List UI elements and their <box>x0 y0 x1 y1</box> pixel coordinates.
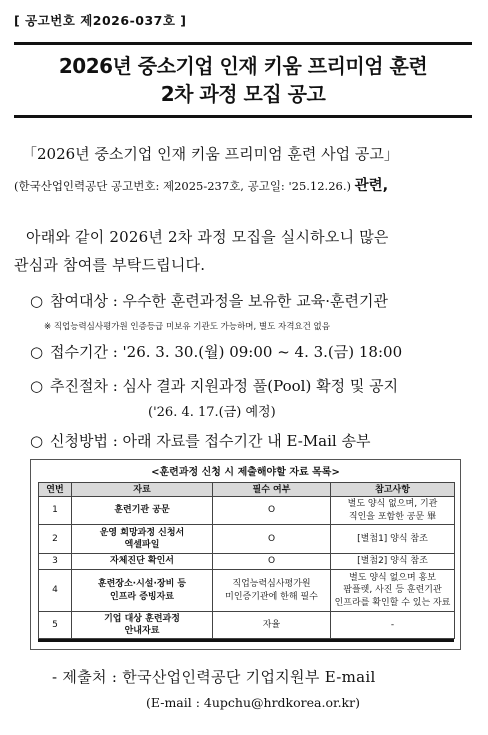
bullet-circle: ○ <box>30 343 44 361</box>
item-period <box>30 341 402 362</box>
cell-document: 자체진단 확인서 <box>72 554 213 570</box>
item-target-text: 참여대상 : 우수한 훈련과정을 보유한 교육·훈련기관 <box>50 292 388 310</box>
item-procedure <box>30 375 398 396</box>
reference-suffix: 관련, <box>354 178 389 194</box>
table-row <box>39 525 455 554</box>
document-list-box <box>30 459 461 650</box>
cell-required: 직업능력심사평가원 미인증기관에 한해 필수 <box>213 570 331 612</box>
item-target-note: ※ 직업능력심사평가원 인증등급 미보유 기관도 가능하며, 별도 자격요건 없음 <box>44 322 330 332</box>
header-required: 필수 여부 <box>213 483 331 497</box>
cell-document: 훈련기관 공문 <box>72 497 213 525</box>
notice-number: [ 공고번호 제2026-037호 ] <box>14 13 187 28</box>
cell-no: 2 <box>39 525 72 554</box>
table-row <box>39 570 455 612</box>
reference-detail-text: (한국산업인력공단 공고번호: 제2025-237호, 공고일: '25.12.26.) <box>14 179 351 193</box>
document-list-table <box>38 482 455 639</box>
submit-to: - 제출처 : 한국산업인력공단 기업지원부 E-mail <box>52 668 376 686</box>
cell-document: 훈련장소·시설·장비 등 인프라 증빙자료 <box>72 570 213 612</box>
table-header-row <box>39 483 455 497</box>
cell-reference: - <box>331 612 455 639</box>
cell-reference: 별도 양식 없으며, 기관 직인을 포함한 공문 畢 <box>331 497 455 525</box>
item-target <box>30 290 388 311</box>
bullet-circle: ○ <box>30 432 44 450</box>
cell-document: 운영 희망과정 신청서 엑셀파일 <box>72 525 213 554</box>
table-bottom-rule <box>38 639 454 642</box>
intro-paragraph-line-2: 관심과 참여를 부탁드립니다. <box>14 256 206 274</box>
reference-title: 「2026년 중소기업 인재 키움 프리미엄 훈련 사업 공고」 <box>22 145 399 163</box>
cell-reference: [별첨1] 양식 참조 <box>331 525 455 554</box>
header-document: 자료 <box>72 483 213 497</box>
title-line-1: 2026년 중소기업 인재 키움 프리미엄 훈련 <box>58 54 428 78</box>
cell-document: 기업 대상 훈련과정 안내자료 <box>72 612 213 639</box>
cell-no: 5 <box>39 612 72 639</box>
cell-no: 1 <box>39 497 72 525</box>
header-reference: 참고사항 <box>331 483 455 497</box>
cell-reference: [별첨2] 양식 참조 <box>331 554 455 570</box>
submit-email: (E-mail : 4upchu@hrdkorea.or.kr) <box>146 695 360 710</box>
bullet-circle: ○ <box>30 292 44 310</box>
cell-required: O <box>213 554 331 570</box>
cell-no: 3 <box>39 554 72 570</box>
cell-required: O <box>213 497 331 525</box>
item-method <box>30 430 370 451</box>
cell-required: 자율 <box>213 612 331 639</box>
item-period-text: 접수기간 : '26. 3. 30.(월) 09:00 ~ 4. 3.(금) 18:00 <box>50 343 403 361</box>
table-row <box>39 554 455 570</box>
table-row <box>39 612 455 639</box>
table-title: <훈련과정 신청 시 제출해야할 자료 목록> <box>151 467 340 478</box>
cell-required: O <box>213 525 331 554</box>
bullet-circle: ○ <box>30 377 44 395</box>
title-box <box>14 42 472 118</box>
item-method-text: 신청방법 : 아래 자료를 접수기간 내 E-Mail 송부 <box>50 432 371 450</box>
intro-paragraph-line-1: 아래와 같이 2026년 2차 과정 모집을 실시하오니 많은 <box>26 228 389 246</box>
header-no: 연번 <box>39 483 72 497</box>
reference-detail <box>14 174 388 195</box>
item-procedure-text: 추진절차 : 심사 결과 지원과정 풀(Pool) 확정 및 공지 <box>50 377 399 395</box>
table-row <box>39 497 455 525</box>
title-line-2: 2차 과정 모집 공고 <box>160 82 326 106</box>
cell-no: 4 <box>39 570 72 612</box>
cell-reference: 별도 양식 없으며 홍보 팜플렛, 사진 등 훈련기관 인프라를 확인할 수 있는 자료 <box>331 570 455 612</box>
item-procedure-sub: ('26. 4. 17.(금) 예정) <box>148 405 276 420</box>
